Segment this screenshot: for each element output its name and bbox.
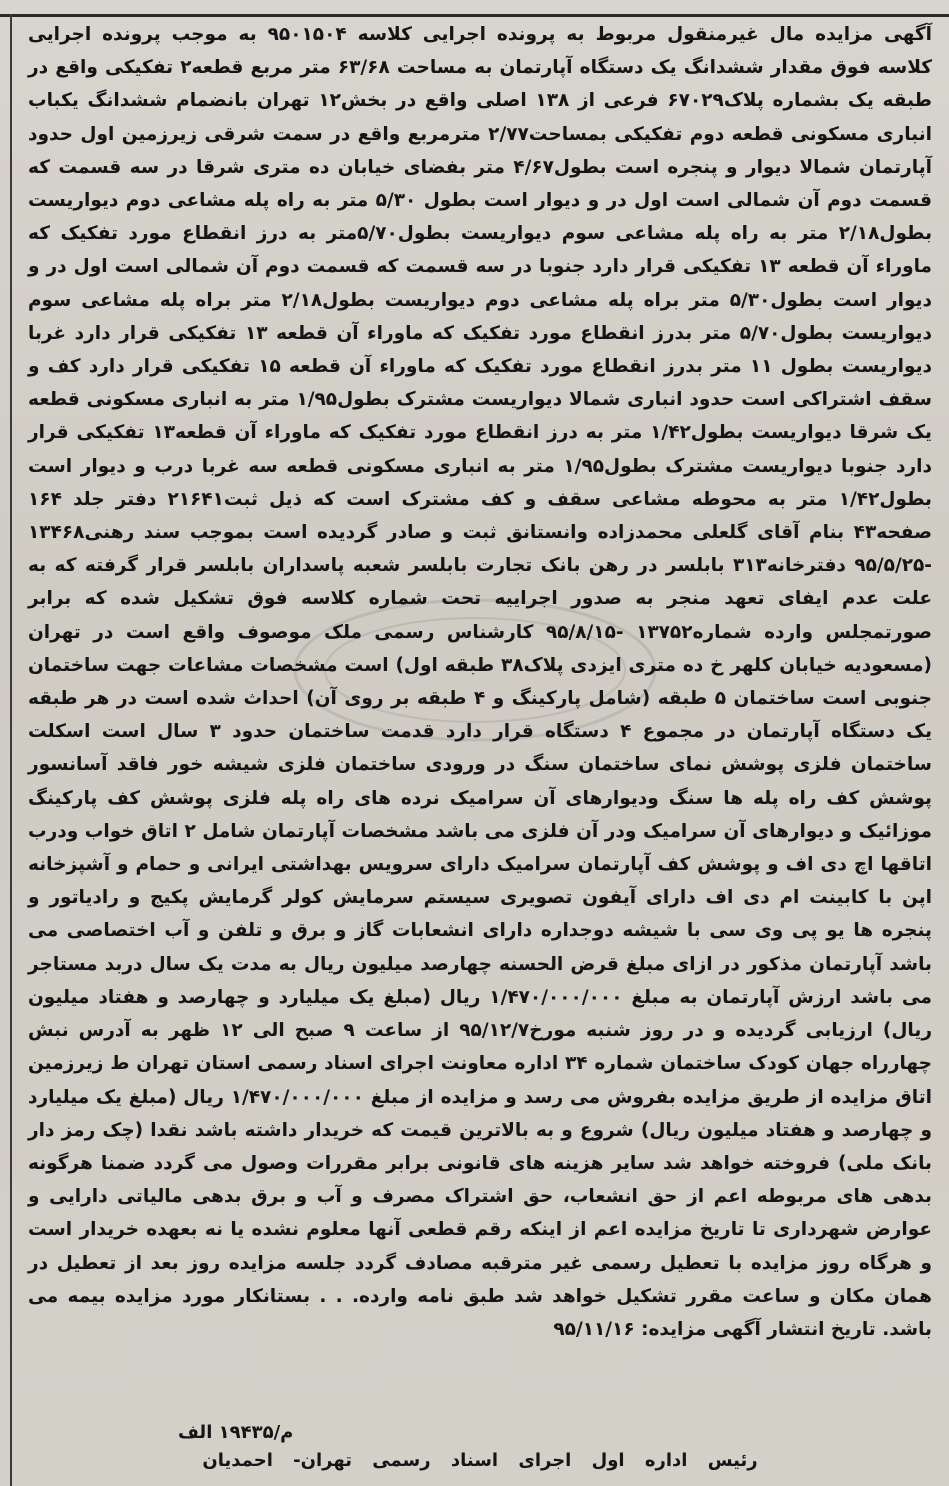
left-column-rule — [10, 14, 12, 1486]
signature-line: رئیس اداره اول اجرای اسناد رسمی تهران- احمدیان — [202, 1450, 758, 1471]
reference-number: م/۱۹۴۳۵ الف — [178, 1422, 294, 1443]
auction-notice — [28, 18, 932, 1346]
top-border-strip — [0, 0, 949, 17]
notice-body: آگهی مزایده مال غیرمنقول مربوط به پرونده اجرایی کلاسه ۹۵۰۱۵۰۴ به موجب پرونده اجرایی کلاسه فوق مقدار ششدانگ یک دستگاه آپارتمان به مساحت ۶۳/۶۸ متر مربع قطعه۲ تفکیکی واقع در طبقه یک بشماره پلاک۶۷۰۲۹ فرعی از ۱۳۸ اصلی واقع در بخش۱۲ تهران بانضمام ششدانگ یکباب انباری مسکونی قطعه دوم تفکیکی بمساحت۲/۷۷ مترمربع واقع در سمت شرقی زیرزمین اول حدود آپارتمان شمالا دیوار و پنجره است بطول۴/۶۷ متر بفضای خیابان ده متری شرقا در سه قسمت که قسمت دوم آن شمالی است اول در و دیوار است بطول ۵/۳۰ متر به راه پله مشاعی دوم دیواریست بطول۲/۱۸ متر به راه پله مشاعی سوم دیواریست بطول۵/۷۰متر به درز انقطاع مورد تفکیک که ماوراء آن قطعه ۱۳ تفکیکی قرار دارد جنوبا در سه قسمت که قسمت دوم آن شمالی است اول در و دیوار است بطول۵/۳۰ متر براه پله مشاعی دوم دیواریست بطول۲/۱۸ متر براه پله مشاعی سوم دیواریست بطول۵/۷۰ متر بدرز انقطاع مورد تفکیک که ماوراء آن قطعه ۱۳ تفکیکی قرار دارد غربا دیواریست بطول ۱۱ متر بدرز انقطاع مورد تفکیک که ماوراء آن قطعه ۱۵ تفکیکی قرار دارد کف و سقف اشتراکی است حدود انباری شمالا دیواریست مشترک بطول۱/۹۵ متر به انباری مسکونی قطعه یک شرقا دیواریست بطول۱/۴۲ متر به درز انقطاع مورد تفکیک که ماوراء آن قطعه۱۳ تفکیکی قرار دارد جنوبا دیواریست مشترک بطول۱/۹۵ متر به انباری مسکونی قطعه سه غربا درب و دیوار است بطول۱/۴۲ متر به محوطه مشاعی سقف و کف مشترک است که ذیل ثبت۲۱۶۴۱ دفتر جلد ۱۶۴ صفحه۴۳ بنام آقای گلعلی محمدزاده وانستانق ثبت و صادر گردیده است بموجب سند رهنی۱۳۴۶۸ -۹۵/۵/۲۵ دفترخانه۳۱۳ بابلسر در رهن بانک تجارت بابلسر شعبه پاسداران بابلسر قرار گرفته که به علت عدم ایفای تعهد منجر به صدور اجراییه تحت شماره کلاسه فوق تشکیل شده که برابر صورتمجلس وارده شماره۱۳۷۵۲ -۹۵/۸/۱۵ کارشناس رسمی ملک موصوف واقع است در تهران (مسعودیه خیابان کلهر خ ده متری ایزدی پلاک۳۸ طبقه اول) است مشخصات مشاعات جهت ساختمان جنوبی است ساختمان ۵ طبقه (شامل پارکینگ و ۴ طبقه بر روی آن) احداث شده است در هر طبقه یک دستگاه آپارتمان در مجموع ۴ دستگاه قرار دارد قدمت ساختمان حدود ۳ سال است اسکلت ساختمان فلزی پوشش نمای ساختمان سنگ در ورودی ساختمان فلزی شیشه خور فاقد آسانسور پوشش کف راه پله ها سنگ ودیوارهای آن سرامیک نرده های راه پله فلزی پوشش کف پارکینگ موزائیک و دیوارهای آن سرامیک ودر آن فلزی می باشد مشخصات آپارتمان شامل ۲ اتاق خواب ودرب اتاقها اچ دی اف و پوشش کف آپارتمان سرامیک دارای سرویس بهداشتی ایرانی و حمام و آشپزخانه اپن با کابینت ام دی اف دارای آیفون تصویری سیستم سرمایش کولر گرمایش پکیج و رادیاتور و پنجره ها یو پی وی سی با شیشه دوجداره دارای انشعابات گاز و برق و تلفن و آب اختصاصی می باشد آپارتمان مذکور در ازای مبلغ قرض الحسنه چهارصد میلیون ریال به مدت یک سال دربد مستاجر می باشد ارزش آپارتمان به مبلغ ۱/۴۷۰/۰۰۰/۰۰۰ ریال (مبلغ یک میلیارد و چهارصد و هفتاد میلیون ریال) ارزیابی گردیده و در روز شنبه مورخ۹۵/۱۲/۷ از ساعت ۹ صبح الی ۱۲ ظهر به آدرس نبش چهارراه جهان کودک ساختمان شماره ۳۴ اداره معاونت اجرای اسناد رسمی استان تهران ط زیرزمین اتاق مزایده از طریق مزایده بفروش می رسد و مزایده از مبلغ ۱/۴۷۰/۰۰۰/۰۰۰ ریال (مبلغ یک میلیارد و چهارصد و هفتاد میلیون ریال) شروع و به بالاترین قیمت که خریدار داشته باشد نقدا (چک رمز دار بانک ملی) فروخته خواهد شد سایر هزینه های قانونی برابر مقررات وصول می گردد ضمنا هرگونه بدهی های مربوطه اعم از حق انشعاب، حق اشتراک مصرف و آب و برق بدهی مالیاتی دارایی و عوارض شهرداری تا تاریخ مزایده اعم از اینکه رقم قطعی آنها معلوم نشده یا نه بعهده خریدار است و هرگاه روز مزایده با تعطیل رسمی غیر مترقبه مصادف گردد جلسه مزایده روز بعد از تعطیل در همان مکان و ساعت مقرر تشکیل خواهد شد طبق نامه وارده. . . بستانکار مورد مزایده بیمه می باشد. تاریخ انتشار آگهی مزایده: ۹۵/۱۱/۱۶ — [28, 24, 933, 1340]
notice-footer — [28, 1419, 932, 1475]
